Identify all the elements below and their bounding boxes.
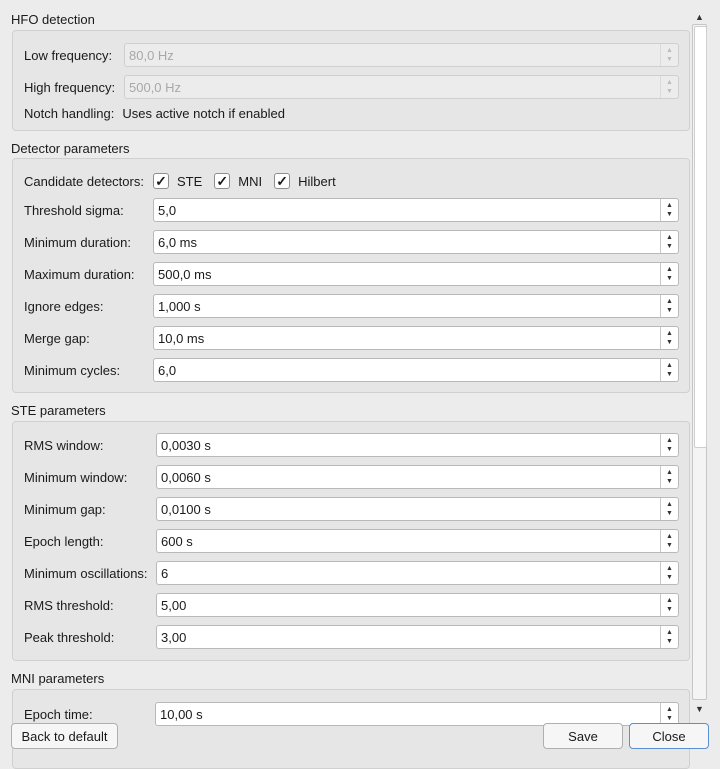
minimum-gap-label: Minimum gap:: [24, 501, 106, 517]
rms-window-spinbox[interactable]: [156, 433, 679, 457]
scroll-up-icon[interactable]: ▲: [695, 12, 704, 22]
minimum-cycles-spinbox[interactable]: [153, 358, 679, 382]
minimum-gap-row: [24, 497, 106, 521]
merge-gap-label: Merge gap:: [24, 330, 90, 346]
spin-arrows-icon[interactable]: ▲ ▼: [660, 199, 678, 221]
epoch-length-value: 600 s: [161, 533, 193, 549]
rms-threshold-row: [24, 593, 114, 617]
merge-gap-row: [24, 326, 90, 350]
notch-handling-value: Uses active notch if enabled: [122, 105, 285, 121]
spin-arrows-icon[interactable]: ▲ ▼: [660, 703, 678, 725]
maximum-duration-value: 500,0 ms: [158, 266, 212, 282]
rms-threshold-value: 5,00: [161, 597, 187, 613]
notch-handling-label: Notch handling:: [24, 105, 115, 121]
checkbox-ste[interactable]: [153, 173, 202, 189]
peak-threshold-label: Peak threshold:: [24, 629, 115, 645]
minimum-gap-spinbox[interactable]: [156, 497, 679, 521]
low-frequency-row: [24, 43, 112, 67]
merge-gap-value: 10,0 ms: [158, 330, 205, 346]
ste-section-title: STE parameters: [11, 403, 106, 418]
checkmark-icon: ✓: [153, 173, 169, 189]
checkbox-mni[interactable]: [214, 173, 262, 189]
ignore-edges-label: Ignore edges:: [24, 298, 104, 314]
threshold-sigma-label: Threshold sigma:: [24, 202, 124, 218]
spin-arrows-icon: ▲ ▼: [660, 76, 678, 98]
minimum-duration-value: 6,0 ms: [158, 234, 198, 250]
detector-group: [12, 158, 690, 393]
checkbox-mni-label: MNI: [238, 173, 263, 189]
ignore-edges-value: 1,000 s: [158, 298, 201, 314]
minimum-cycles-label: Minimum cycles:: [24, 362, 121, 378]
merge-gap-spinbox[interactable]: [153, 326, 679, 350]
high-frequency-spinbox: [124, 75, 679, 99]
threshold-sigma-row: [24, 198, 124, 222]
spin-arrows-icon[interactable]: ▲ ▼: [660, 434, 678, 456]
minimum-window-row: [24, 465, 127, 489]
minimum-oscillations-row: [24, 561, 148, 585]
checkmark-icon: ✓: [274, 173, 290, 189]
epoch-length-spinbox[interactable]: [156, 529, 679, 553]
spin-arrows-icon[interactable]: ▲ ▼: [660, 498, 678, 520]
peak-threshold-spinbox[interactable]: [156, 625, 679, 649]
scroll-track[interactable]: [692, 24, 707, 700]
high-frequency-row: [24, 75, 115, 99]
minimum-gap-value: 0,0100 s: [161, 501, 211, 517]
hfo-group: [12, 30, 690, 131]
minimum-oscillations-spinbox[interactable]: [156, 561, 679, 585]
minimum-cycles-row: [24, 358, 120, 382]
minimum-window-label: Minimum window:: [24, 469, 128, 485]
spin-arrows-icon[interactable]: ▲ ▼: [660, 263, 678, 285]
close-button[interactable]: Close: [629, 723, 709, 749]
spin-arrows-icon[interactable]: ▲ ▼: [660, 295, 678, 317]
detector-section-title: Detector parameters: [11, 141, 130, 156]
minimum-window-spinbox[interactable]: [156, 465, 679, 489]
checkbox-hilbert[interactable]: [274, 173, 336, 189]
peak-threshold-row: [24, 625, 114, 649]
minimum-window-value: 0,0060 s: [161, 469, 211, 485]
spin-arrows-icon[interactable]: ▲ ▼: [660, 594, 678, 616]
rms-threshold-label: RMS threshold:: [24, 597, 114, 613]
vertical-scrollbar[interactable]: [691, 10, 708, 718]
epoch-time-value: 10,00 s: [160, 706, 203, 722]
rms-window-value: 0,0030 s: [161, 437, 211, 453]
scroll-handle[interactable]: [694, 26, 707, 448]
maximum-duration-label: Maximum duration:: [24, 266, 135, 282]
candidate-detectors-label: Candidate detectors:: [24, 173, 144, 189]
low-frequency-label: Low frequency:: [24, 47, 113, 63]
spin-arrows-icon: ▲ ▼: [660, 44, 678, 66]
minimum-oscillations-label: Minimum oscillations:: [24, 565, 148, 581]
rms-window-label: RMS window:: [24, 437, 104, 453]
maximum-duration-row: [24, 262, 135, 286]
low-frequency-value: 80,0 Hz: [129, 47, 174, 63]
hfo-section-title: HFO detection: [11, 12, 95, 27]
peak-threshold-value: 3,00: [161, 629, 187, 645]
minimum-duration-row: [24, 230, 131, 254]
scroll-down-icon[interactable]: ▼: [695, 704, 704, 714]
maximum-duration-spinbox[interactable]: [153, 262, 679, 286]
spin-arrows-icon[interactable]: ▲ ▼: [660, 327, 678, 349]
epoch-time-label: Epoch time:: [24, 706, 93, 722]
back-to-default-button[interactable]: Back to default: [11, 723, 118, 749]
minimum-duration-label: Minimum duration:: [24, 234, 131, 250]
checkmark-icon: ✓: [214, 173, 230, 189]
spin-arrows-icon[interactable]: ▲ ▼: [660, 530, 678, 552]
ignore-edges-row: [24, 294, 104, 318]
threshold-sigma-value: 5,0: [158, 202, 177, 218]
rms-window-row: [24, 433, 103, 457]
checkbox-hilbert-label: Hilbert: [298, 173, 336, 189]
epoch-length-row: [24, 529, 104, 553]
checkbox-ste-label: STE: [177, 173, 203, 189]
candidate-detectors-row: [24, 169, 348, 193]
threshold-sigma-spinbox[interactable]: [153, 198, 679, 222]
ste-group: [12, 421, 690, 661]
spin-arrows-icon[interactable]: ▲ ▼: [660, 626, 678, 648]
minimum-cycles-value: 6,0: [158, 362, 177, 378]
ignore-edges-spinbox[interactable]: [153, 294, 679, 318]
notch-handling-row: [24, 101, 285, 125]
high-frequency-label: High frequency:: [24, 79, 116, 95]
high-frequency-value: 500,0 Hz: [129, 79, 182, 95]
minimum-duration-spinbox[interactable]: [153, 230, 679, 254]
epoch-length-label: Epoch length:: [24, 533, 104, 549]
low-frequency-spinbox: [124, 43, 679, 67]
spin-arrows-icon[interactable]: ▲ ▼: [660, 359, 678, 381]
spin-arrows-icon[interactable]: ▲ ▼: [660, 231, 678, 253]
save-button[interactable]: Save: [543, 723, 623, 749]
spin-arrows-icon[interactable]: ▲ ▼: [660, 562, 678, 584]
minimum-oscillations-value: 6: [161, 565, 169, 581]
spin-arrows-icon[interactable]: ▲ ▼: [660, 466, 678, 488]
mni-section-title: MNI parameters: [11, 671, 105, 686]
rms-threshold-spinbox[interactable]: [156, 593, 679, 617]
